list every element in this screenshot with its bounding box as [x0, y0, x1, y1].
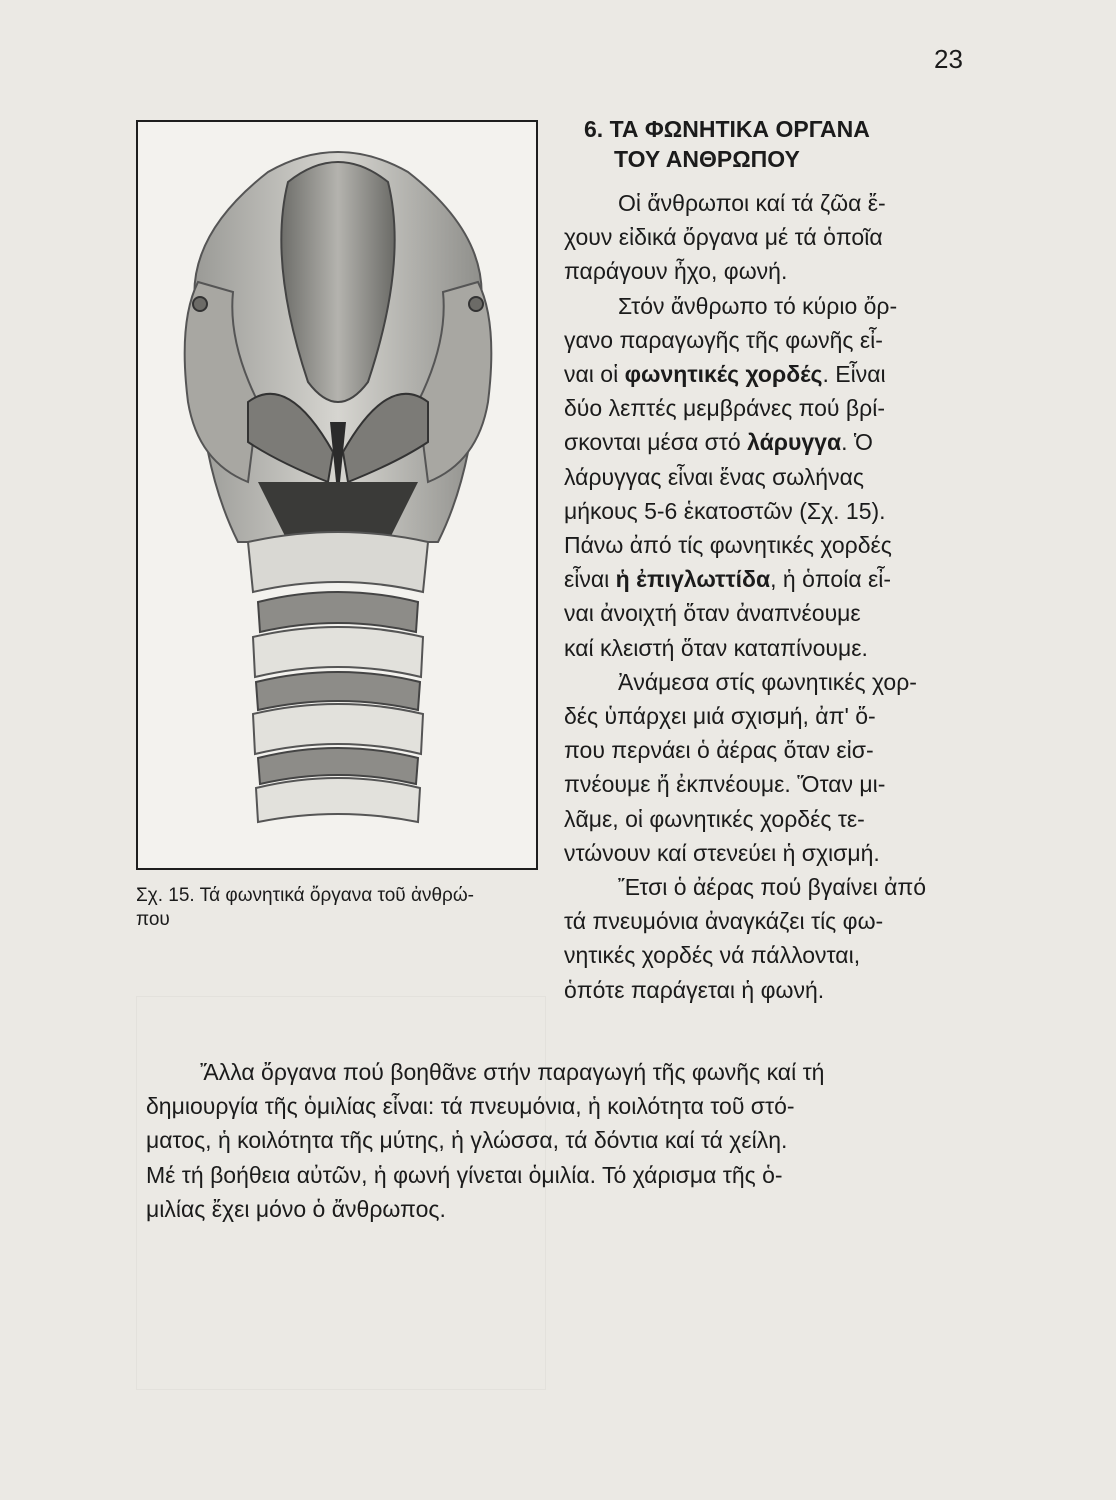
- section-heading-line-1: 6. ΤΑ ΦΩΝΗΤΙΚΑ ΟΡΓΑΝΑ: [584, 116, 870, 142]
- body-text-full-width: [146, 1055, 976, 1226]
- section-heading-line-2: ΤΟΥ ΑΝΘΡΩΠΟΥ: [614, 146, 800, 172]
- text-line-segment: . Ὁ: [841, 429, 873, 456]
- page-number: 23: [934, 44, 963, 74]
- text-line: [564, 562, 974, 596]
- bold-term: λάρυγγα: [747, 429, 842, 456]
- text-line: μιλίας ἔχει μόνο ὁ ἄνθρωπος.: [146, 1195, 446, 1222]
- larynx-illustration-icon: [138, 122, 536, 868]
- text-line: χουν εἰδικά ὄργανα μέ τά ὁποῖα: [564, 224, 883, 251]
- text-line: παράγουν ἦχο, φωνή.: [564, 258, 788, 285]
- text-line-segment: ναι οἱ: [564, 361, 625, 388]
- text-line-segment: , ἡ ὁποία εἶ-: [770, 566, 892, 593]
- text-line: [564, 357, 974, 391]
- figure-caption-line-2: που: [136, 909, 170, 930]
- text-line: δημιουργία τῆς ὁμιλίας εἶναι: τά πνευμόνια, ἡ κοιλότητα τοῦ στό-: [146, 1093, 795, 1120]
- text-line: ματος, ἡ κοιλότητα τῆς μύτης, ἡ γλώσσα, τά δόντια καί τά χείλη.: [146, 1127, 788, 1154]
- section-heading: [584, 114, 1004, 174]
- body-text-column: [564, 186, 974, 1007]
- text-line: Μέ τή βοήθεια αὐτῶν, ἡ φωνή γίνεται ὁμιλία. Τό χάρισμα τῆς ὁ-: [146, 1161, 783, 1188]
- figure-caption: [136, 884, 546, 932]
- text-line: δύο λεπτές μεμβράνες πού βρί-: [564, 395, 885, 422]
- text-line: μήκους 5-6 ἑκατοστῶν (Σχ. 15).: [564, 497, 886, 524]
- text-line: πνέουμε ἤ ἐκπνέουμε. Ὅταν μι-: [564, 771, 886, 798]
- text-line: τά πνευμόνια ἀναγκάζει τίς φω-: [564, 908, 884, 935]
- figure-frame: [136, 120, 538, 870]
- text-line: λᾶμε, οἱ φωνητικές χορδές τε-: [564, 805, 865, 832]
- text-line: Οἱ ἄνθρωποι καί τά ζῶα ἔ-: [618, 190, 886, 216]
- text-line: Πάνω ἀπό τίς φωνητικές χορδές: [564, 532, 892, 559]
- text-line: δές ὑπάρχει μιά σχισμή, ἀπ' ὅ-: [564, 703, 876, 730]
- bold-term: ἡ ἐπιγλωττίδα: [615, 566, 771, 593]
- text-line-segment: εἶναι: [564, 566, 616, 593]
- bold-term: φωνητικές χορδές: [624, 361, 823, 388]
- text-line: Στόν ἄνθρωπο τό κύριο ὄρ-: [618, 292, 898, 319]
- text-line: καί κλειστή ὅταν καταπίνουμε.: [564, 634, 868, 661]
- text-line: Ἔτσι ὁ ἀέρας πού βγαίνει ἀπό: [618, 874, 927, 901]
- text-line: ναι ἀνοιχτή ὅταν ἀναπνέουμε: [564, 600, 861, 627]
- text-line: Ἄλλα ὄργανα πού βοηθᾶνε στήν παραγωγή τῆς φωνῆς καί τή: [200, 1059, 825, 1085]
- text-line: που περνάει ὁ ἀέρας ὅταν εἰσ-: [564, 737, 874, 764]
- text-line: ὁπότε παράγεται ἡ φωνή.: [564, 976, 825, 1003]
- text-line-segment: σκονται μέσα στό: [564, 429, 748, 456]
- text-line-segment: . Εἶναι: [822, 361, 886, 388]
- text-line: ντώνουν καί στενεύει ἡ σχισμή.: [564, 839, 880, 866]
- text-line: [564, 425, 974, 459]
- text-line: γανο παραγωγῆς τῆς φωνῆς εἶ-: [564, 326, 883, 353]
- figure-caption-line-1: Σχ. 15. Τά φωνητικά ὄργανα τοῦ ἀνθρώ-: [136, 885, 475, 906]
- text-line: νητικές χορδές νά πάλλονται,: [564, 942, 861, 969]
- text-line: λάρυγγας εἶναι ἕνας σωλήνας: [564, 463, 864, 490]
- text-line: Ἀνάμεσα στίς φωνητικές χορ-: [618, 668, 917, 695]
